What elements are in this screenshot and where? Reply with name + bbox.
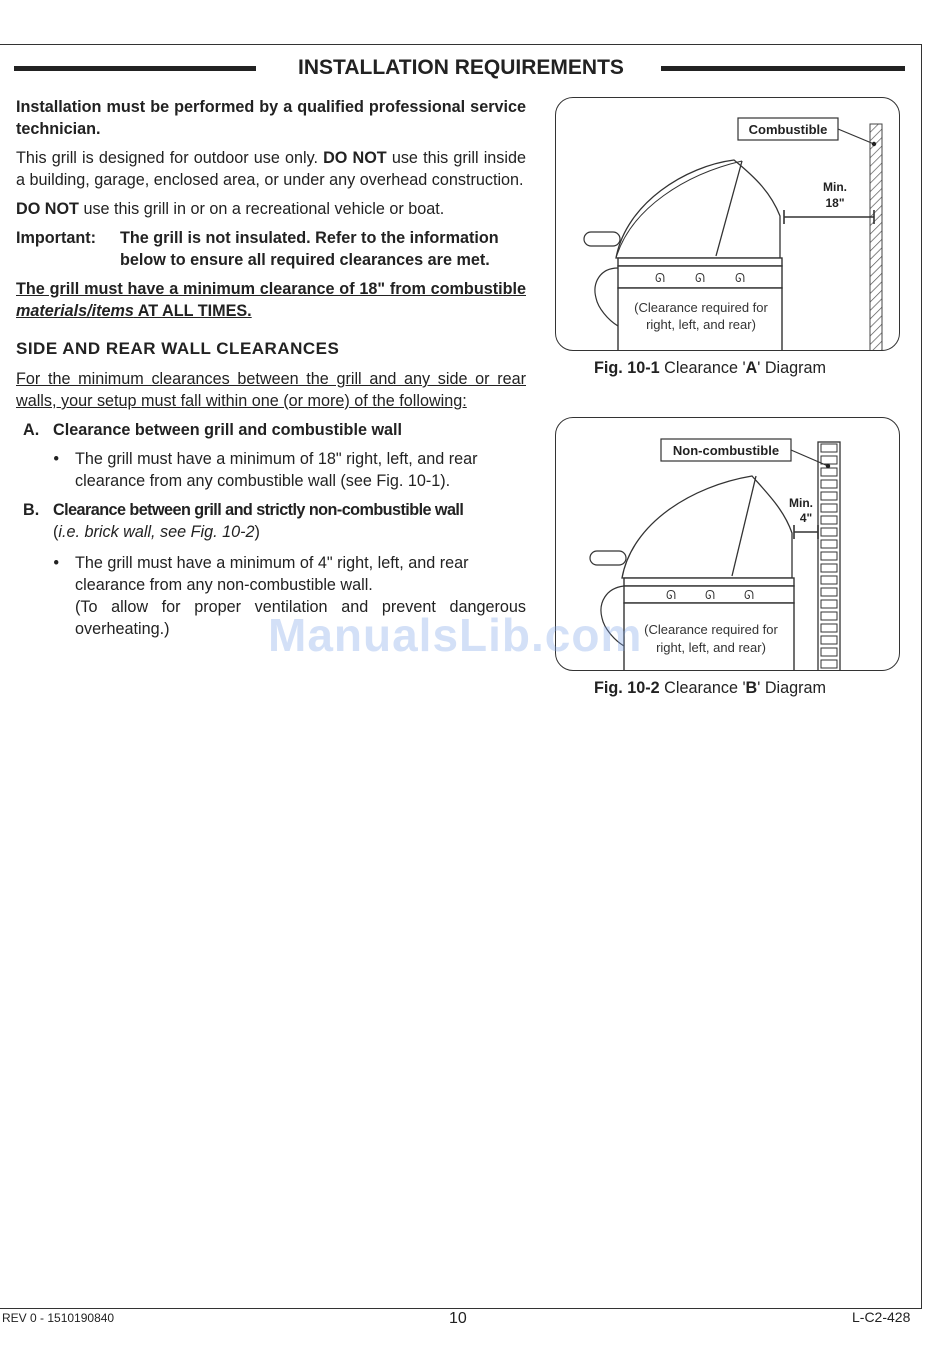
watermark: ManualsLib.com (268, 609, 643, 661)
item-b-label: B. (23, 501, 40, 519)
svg-text:ᘏ: ᘏ (666, 588, 676, 602)
vehicle-paragraph (16, 198, 526, 220)
figure-10-1-caption (594, 359, 826, 378)
item-a (16, 419, 526, 441)
grill-lid (616, 160, 780, 258)
page-border-bottom (0, 1308, 922, 1309)
caption-text: Clearance ' (659, 359, 746, 377)
caption-prefix: Fig. 10-2 (594, 679, 660, 697)
bullet-icon: • (53, 554, 59, 572)
clearance-note-line-2: right, left, and rear) (656, 640, 766, 655)
item-a-label: A. (23, 421, 40, 439)
item-b-subtitle (53, 523, 260, 541)
page-border-top (0, 44, 922, 45)
vehicle-text: use this grill in or on a recreational vehicle or boat. (78, 200, 445, 218)
important-label: Important: (16, 229, 97, 247)
item-b-title (53, 499, 526, 543)
caption-text: Clearance ' (659, 679, 746, 697)
clearance-note-line-1: (Clearance required for (644, 622, 778, 637)
body-text-column (16, 96, 526, 640)
outdoor-text-1: This grill is designed for outdoor use only. (16, 149, 324, 167)
wall-label: Non-combustible (672, 443, 780, 458)
min-text-2: AT ALL TIMES. (133, 302, 252, 320)
caption-prefix: Fig. 10-1 (594, 359, 660, 377)
minimum-clearance-statement (16, 278, 526, 322)
combustible-wall (870, 124, 882, 350)
important-note (16, 227, 526, 271)
footer-model-code: L-C2-428 (852, 1309, 911, 1325)
svg-text:ᘏ: ᘏ (735, 271, 745, 285)
min-text-italic: materials/items (16, 302, 134, 320)
vehicle-do-not: DO NOT (16, 200, 79, 218)
grill-lid (622, 476, 792, 578)
svg-text:ᘏ: ᘏ (695, 271, 705, 285)
min-label: Min. (789, 496, 813, 510)
outdoor-do-not: DO NOT (323, 149, 387, 167)
item-a-title: Clearance between grill and combustible wall (53, 421, 403, 439)
figure-10-1 (555, 97, 900, 351)
min-value: 4" (799, 511, 813, 525)
section-intro: For the minimum clearances between the grill and any side or rear walls, your setup must fall within one (or more) of the following: (16, 370, 526, 410)
item-b (16, 499, 526, 543)
caption-text-end: ' Diagram (757, 679, 827, 697)
wall-leader-line (838, 129, 874, 144)
min-value: 18" (825, 196, 845, 210)
item-b-bullet-note: (To allow for proper ventilation and prevent dangerous overheating.) (75, 598, 526, 638)
brick-wall (818, 442, 840, 670)
min-label: Min. (823, 180, 847, 194)
clearance-note-line-1: (Clearance required for (634, 300, 768, 315)
grill-clearance-diagram-a (556, 98, 899, 350)
page-number: 10 (449, 1310, 467, 1327)
caption-letter: B (745, 679, 758, 697)
item-b-title-text: Clearance between grill and strictly non-combustible wall (53, 501, 464, 519)
item-b-sub-italic: i.e. brick wall, see Fig. 10-2 (58, 523, 255, 541)
item-b-sub-close: ) (254, 523, 260, 541)
important-text: The grill is not insulated. Refer to the information below to ensure all required clearances are met. (120, 229, 499, 269)
wall-label: Combustible (748, 122, 828, 137)
lid-handle (590, 551, 626, 565)
min-text-1: The grill must have a minimum clearance of 18" from combustible (16, 280, 526, 298)
outdoor-use-paragraph (16, 147, 526, 191)
svg-text:ᘏ: ᘏ (655, 271, 665, 285)
caption-text-end: ' Diagram (757, 359, 827, 377)
outdoor-text-2: use this grill inside a building, garage, enclosed area, or under any overhead construction. (16, 149, 526, 189)
item-b-sub-open: ( (53, 523, 59, 541)
section-heading: SIDE AND REAR WALL CLEARANCES (16, 339, 340, 358)
lid-handle (584, 232, 620, 246)
svg-text:ᘏ: ᘏ (744, 588, 754, 602)
item-a-bullet-text: The grill must have a minimum of 18" right, left, and rear clearance from any combustible wall (see Fig. 10-1). (75, 450, 478, 490)
caption-letter: A (745, 359, 758, 377)
item-a-bullet (16, 448, 526, 492)
clearance-note-line-2: right, left, and rear) (646, 317, 756, 332)
bullet-icon: • (53, 450, 59, 468)
page-border-right (921, 44, 922, 1309)
page-title: INSTALLATION REQUIREMENTS (298, 56, 624, 79)
item-b-bullet-text: The grill must have a minimum of 4" right, left, and rear clearance from any non-combustible wall. (75, 554, 469, 594)
intro-statement: Installation must be performed by a qualified professional service technician. (16, 98, 526, 138)
footer-revision: REV 0 - 1510190840 (2, 1311, 115, 1325)
svg-text:ᘏ: ᘏ (705, 588, 715, 602)
figure-10-2-caption (594, 679, 826, 698)
